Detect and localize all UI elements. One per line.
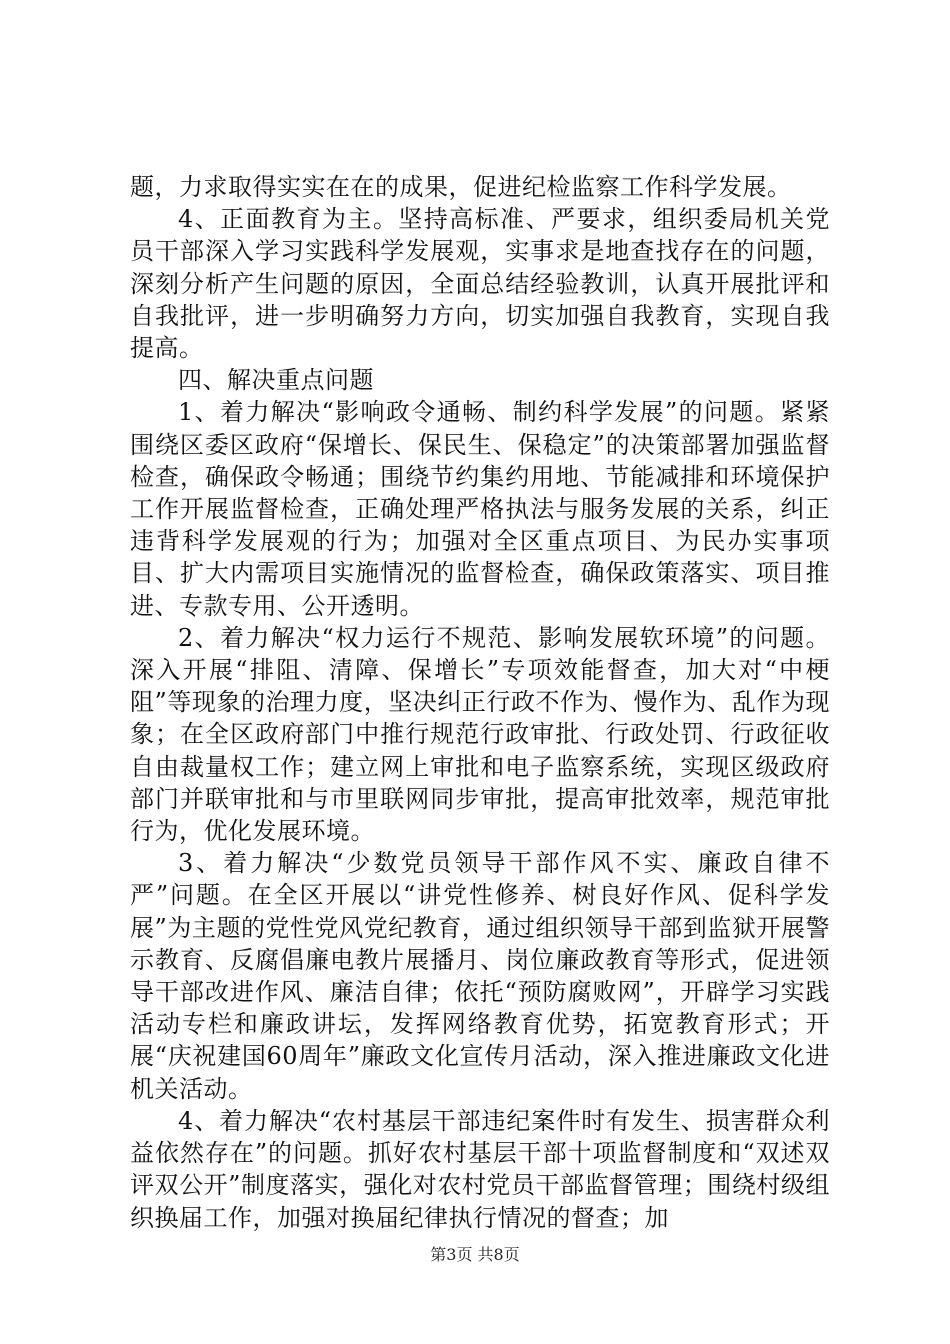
- section-heading-key-problems: 四、解决重点问题: [178, 366, 374, 395]
- paragraph-item-3: 3、着力解决“少数党员领导干部作风不实、廉政自律不严”问题。在全区开展以“讲党性修养、树良好作风、促科学发展”为主题的党性党风党纪教育，通过组织领导干部到监狱开展警示教育、反腐倡廉电教片展播月、岗位廉政教育等形式，促进领导干部改进作风、廉洁自律；依托“预防腐败网”，开辟学习实践活动专栏和廉政讲坛，发挥网络教育优势，拓宽教育形式；开展“庆祝建国60周年”廉政文化宣传月活动，深入推进廉政文化进机关活动。: [130, 849, 830, 1103]
- paragraph-positive-education: 4、正面教育为主。坚持高标准、严要求，组织委局机关党员干部深入学习实践科学发展观，实事求是地查找存在的问题，深刻分析产生问题的原因，全面总结经验教训，认真开展批评和自我批评，进一步明确努力方向，切实加强自我教育，实现自我提高。: [130, 205, 830, 363]
- paragraph-item-2: 2、着力解决“权力运行不规范、影响发展软环境”的问题。深入开展“排阻、清障、保增长”专项效能督查，加大对“中梗阻”等现象的治理力度，坚决纠正行政不作为、慢作为、乱作为现象；在全区政府部门中推行规范行政审批、行政处罚、行政征收自由裁量权工作；建立网上审批和电子监察系统，实现区级政府部门并联审批和与市里联网同步审批，提高审批效率，规范审批行为，优化发展环境。: [130, 623, 830, 846]
- page-number-footer: 第3页 共8页: [430, 1245, 520, 1264]
- document-body: [130, 171, 830, 1234]
- paragraph-item-1: 1、着力解决“影响政令通畅、制约科学发展”的问题。紧紧围绕区委区政府“保增长、保民生、保稳定”的决策部署加强监督检查，确保政令畅通；围绕节约集约用地、节能减排和环境保护工作开展监督检查，正确处理严格执法与服务发展的关系，纠正违背科学发展观的行为；加强对全区重点项目、为民办实事项目、扩大内需项目实施情况的监督检查，确保政策落实、项目推进、专款专用、公开透明。: [130, 398, 830, 620]
- paragraph-item-4: 4、着力解决“农村基层干部违纪案件时有发生、损害群众利益依然存在”的问题。抓好农村基层干部十项监督制度和“双述双评双公开”制度落实，强化对农村党员干部监督管理；围绕村级组织换届工作，加强对换届纪律执行情况的督查；加: [130, 1106, 830, 1232]
- paragraph-continuation: 题，力求取得实实在在的成果，促进纪检监察工作科学发展。: [130, 173, 792, 201]
